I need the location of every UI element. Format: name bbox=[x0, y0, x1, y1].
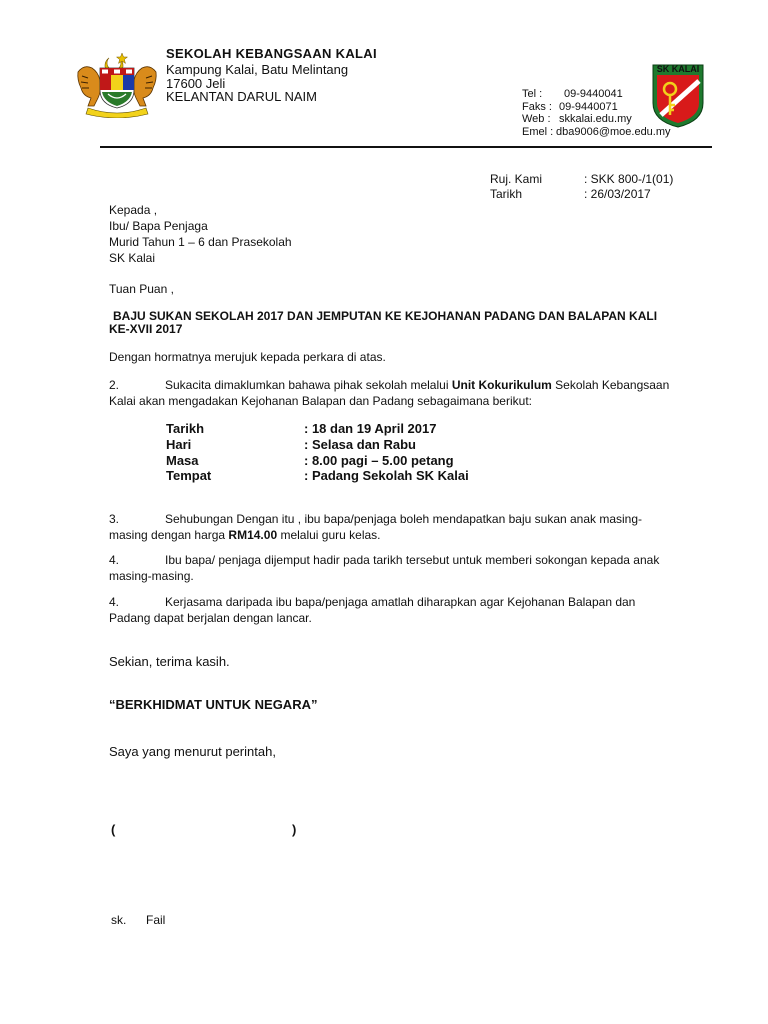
detail-label-hari: Hari bbox=[166, 437, 192, 452]
para-2-bold: Unit Kokurikulum bbox=[451, 378, 552, 392]
contact-block bbox=[522, 88, 671, 138]
school-name: SEKOLAH KEBANGSAAN KALAI bbox=[166, 46, 377, 61]
opening-paragraph: Dengan hormatnya merujuk kepada perkara di atas. bbox=[109, 350, 386, 364]
coat-of-arms-logo bbox=[72, 50, 162, 118]
sign-off: Saya yang menurut perintah, bbox=[109, 744, 276, 759]
signature-close-paren: ) bbox=[292, 822, 297, 837]
cc-label: sk. bbox=[111, 913, 127, 927]
price-amount: RM14.00 bbox=[228, 527, 278, 542]
salutation: Tuan Puan , bbox=[109, 282, 174, 296]
para-3-number: 3. bbox=[109, 512, 120, 526]
paragraph-4: 4. Ibu bapa/ penjaga dijemput hadir pada tarikh tersebut untuk memberi sokongan kepada anak masing-masing. bbox=[109, 553, 709, 584]
motto: “BERKHIDMAT UNTUK NEGARA” bbox=[109, 697, 318, 712]
contact-web: Web : skkalai.edu.my bbox=[522, 113, 632, 125]
para-4-number: 4. bbox=[109, 553, 120, 567]
contact-fax: Faks : 09-9440071 bbox=[522, 100, 618, 113]
detail-value-hari: : Selasa dan Rabu bbox=[304, 437, 416, 452]
para-5-number: 4. bbox=[109, 595, 120, 609]
recipient-line-4: SK Kalai bbox=[109, 251, 156, 265]
address-line-2: 17600 Jeli bbox=[166, 76, 226, 91]
paragraph-3: 3. Sehubungan Dengan itu , ibu bapa/penjaga boleh mendapatkan baju sukan anak masing- masing dengan harga RM14.00 melalui guru kelas. bbox=[109, 512, 643, 542]
address-line-1: Kampung Kalai, Batu Melintang bbox=[166, 62, 349, 77]
recipient-line-1: Kepada , bbox=[109, 203, 158, 217]
detail-label-tarikh: Tarikh bbox=[166, 421, 205, 436]
subject-line-2: KE-XVII 2017 bbox=[109, 322, 183, 336]
detail-label-masa: Masa bbox=[166, 453, 199, 468]
subject-line-1: BAJU SUKAN SEKOLAH 2017 DAN JEMPUTAN KE KEJOHANAN PADANG DAN BALAPAN KALI bbox=[113, 309, 658, 323]
date-value: : 26/03/2017 bbox=[584, 187, 651, 201]
cc-value: Fail bbox=[146, 913, 166, 927]
school-logo bbox=[651, 63, 705, 129]
ref-label: Ruj. Kami bbox=[490, 172, 543, 186]
detail-value-tarikh: : 18 dan 19 April 2017 bbox=[304, 421, 437, 436]
para-2-number: 2. bbox=[109, 378, 120, 392]
signature-open-paren: ( bbox=[111, 822, 116, 837]
paragraph-2: 2. Sukacita dimaklumkan bahawa pihak sekolah melalui Unit Kokurikulum Sekolah Kebangsaan Kalai akan mengadakan Kejohanan Balapan dan Padang sebagaimana berikut: bbox=[109, 378, 709, 409]
detail-value-tempat: : Padang Sekolah SK Kalai bbox=[304, 468, 469, 483]
detail-value-masa: : 8.00 pagi – 5.00 petang bbox=[304, 453, 454, 468]
recipient-line-3: Murid Tahun 1 – 6 dan Prasekolah bbox=[109, 235, 292, 249]
recipient-line-2: Ibu/ Bapa Penjaga bbox=[109, 219, 208, 233]
paragraph-5: 4. Kerjasama daripada ibu bapa/penjaga amatlah diharapkan agar Kejohanan Balapan dan Padang dapat berjalan dengan lancar. bbox=[109, 595, 709, 626]
address-line-3: KELANTAN DARUL NAIM bbox=[166, 89, 317, 104]
date-label: Tarikh bbox=[490, 187, 523, 201]
detail-label-tempat: Tempat bbox=[166, 468, 212, 483]
ref-value: : SKK 800-/1(01) bbox=[584, 172, 674, 186]
contact-email: Emel : dba9006@moe.edu.my bbox=[522, 125, 671, 138]
contact-tel: Tel : 09-9440041 bbox=[522, 88, 623, 100]
closing: Sekian, terima kasih. bbox=[109, 654, 230, 669]
para-5-line-2: Padang dapat berjalan dengan lancar. bbox=[109, 610, 312, 625]
para-4-line-2: masing-masing. bbox=[109, 568, 194, 583]
school-logo-text: SK KALAI bbox=[656, 64, 700, 74]
para-2-line-2: Kalai akan mengadakan Kejohanan Balapan dan Padang sebagaimana berikut: bbox=[109, 393, 532, 408]
header-divider bbox=[100, 146, 712, 148]
